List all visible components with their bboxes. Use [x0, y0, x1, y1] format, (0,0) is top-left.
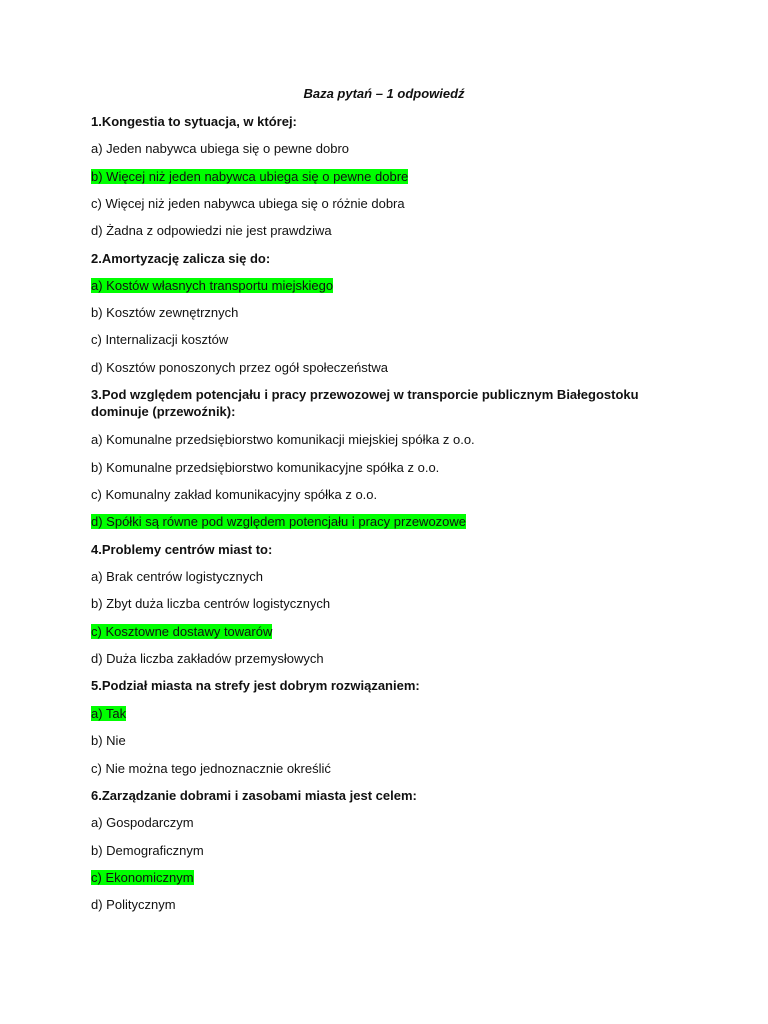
- answer-1a: a) Jeden nabywca ubiega się o pewne dobro: [91, 141, 350, 156]
- answer-3d-correct: [91, 513, 466, 530]
- answer-3c: c) Komunalny zakład komunikacyjny spółka z o.o.: [91, 487, 378, 502]
- answer-6c-correct: [91, 869, 194, 886]
- answer-2b: b) Kosztów zewnętrznych: [91, 305, 239, 320]
- answer-highlight: d) Spółki są równe pod względem potencjału i pracy przewozowe: [91, 514, 467, 529]
- answer-highlight: c) Ekonomicznym: [91, 870, 194, 885]
- question-4: 4.Problemy centrów miast to:: [91, 542, 273, 557]
- answer-2c: c) Internalizacji kosztów: [91, 332, 229, 347]
- answer-5a-correct: [91, 705, 126, 722]
- answer-3a: a) Komunalne przedsiębiorstwo komunikacji miejskiej spółka z o.o.: [91, 432, 475, 447]
- answer-4c-correct: [91, 623, 272, 640]
- question-5: 5.Podział miasta na strefy jest dobrym rozwiązaniem:: [91, 678, 420, 693]
- answer-4d: d) Duża liczba zakładów przemysłowych: [91, 651, 324, 666]
- question-6: 6.Zarządzanie dobrami i zasobami miasta jest celem:: [91, 788, 417, 803]
- answer-2d: d) Kosztów ponoszonych przez ogół społeczeństwa: [91, 360, 388, 375]
- answer-6a: a) Gospodarczym: [91, 815, 194, 830]
- answer-1b-correct: [91, 168, 408, 185]
- answer-1d: d) Żadna z odpowiedzi nie jest prawdziwa: [91, 223, 332, 238]
- answer-4a: a) Brak centrów logistycznych: [91, 569, 263, 584]
- answer-3b: b) Komunalne przedsiębiorstwo komunikacyjne spółka z o.o.: [91, 460, 440, 475]
- answer-5b: b) Nie: [91, 733, 126, 748]
- answer-highlight: a) Kostów własnych transportu miejskiego: [91, 278, 334, 293]
- answer-highlight: b) Więcej niż jeden nabywca ubiega się o pewne dobre: [91, 169, 409, 184]
- question-3: 3.Pod względem potencjału i pracy przewozowej w transporcie publicznym Białegostoku dominuje (przewoźnik):: [91, 387, 639, 419]
- question-1: 1.Kongestia to sytuacja, w której:: [91, 114, 297, 129]
- answer-6d: d) Politycznym: [91, 897, 176, 912]
- answer-6b: b) Demograficznym: [91, 843, 204, 858]
- answer-2a-correct: [91, 277, 333, 294]
- answer-1c: c) Więcej niż jeden nabywca ubiega się o różnie dobra: [91, 196, 405, 211]
- answer-highlight: c) Kosztowne dostawy towarów: [91, 624, 273, 639]
- document-title: Baza pytań – 1 odpowiedź: [303, 86, 465, 101]
- answer-4b: b) Zbyt duża liczba centrów logistycznych: [91, 596, 331, 611]
- answer-5c: c) Nie można tego jednoznacznie określić: [91, 761, 331, 776]
- answer-highlight: a) Tak: [91, 706, 127, 721]
- question-2: 2.Amortyzację zalicza się do:: [91, 251, 271, 266]
